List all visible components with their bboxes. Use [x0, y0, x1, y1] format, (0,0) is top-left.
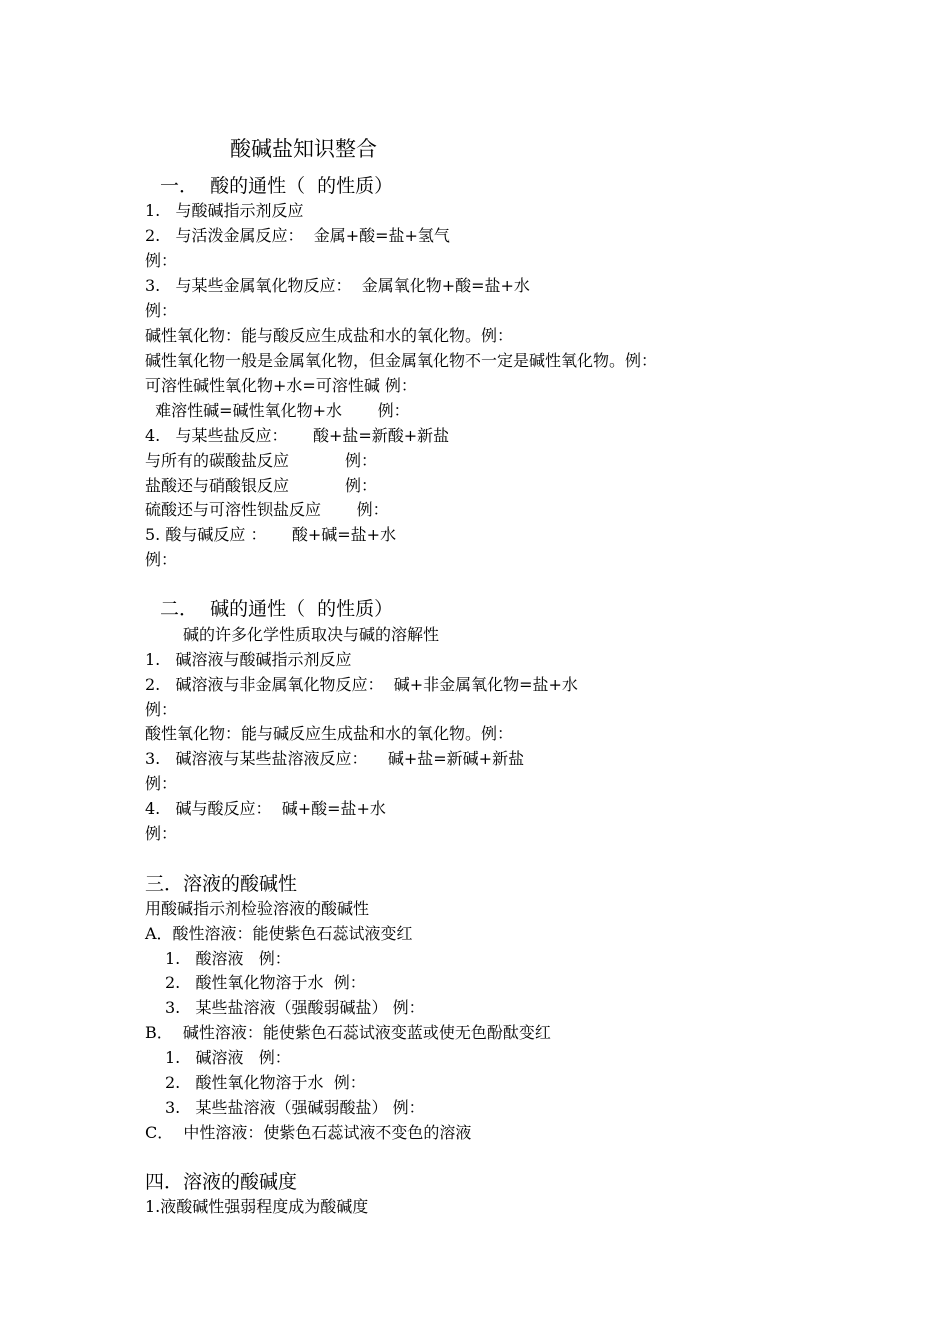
text-line: 酸性氧化物：能与碱反应生成盐和水的氧化物。例： [145, 724, 514, 743]
text-line: C． 中性溶液：使紫色石蕊试液不变色的溶液 [145, 1123, 472, 1142]
text-line: 例： [145, 774, 178, 793]
text-line: 3. 与某些金属氧化物反应： 金属氧化物+酸=盐+水 [145, 276, 530, 295]
text-line: 硫酸还与可溶性钡盐反应 例： [145, 500, 389, 519]
text-line: 例： [145, 824, 178, 843]
text-line: 盐酸还与硝酸银反应 例： [145, 476, 377, 495]
text-line: 4. 与某些盐反应： 酸+盐=新酸+新盐 [145, 426, 450, 445]
document-title: 酸碱盐知识整合 [230, 137, 377, 161]
list-item: 1. 碱溶液 例： [165, 1048, 291, 1067]
text-line: 1. 碱溶液与酸碱指示剂反应 [145, 650, 352, 669]
text-line: 2. 碱溶液与非金属氧化物反应： 碱+非金属氧化物=盐+水 [145, 675, 578, 694]
text-line: 用酸碱指示剂检验溶液的酸碱性 [145, 899, 370, 918]
list-item: 3. 某些盐溶液（强酸弱碱盐） 例： [165, 998, 425, 1017]
text-line: 碱的许多化学性质取决与碱的溶解性 [183, 625, 440, 644]
text-line: A．酸性溶液：能使紫色石蕊试液变红 [145, 924, 413, 943]
text-line: 5. 酸与碱反应 ： 酸+碱=盐+水 [145, 525, 397, 544]
section-heading-acid: 一． 酸的通性（ 的性质） [160, 175, 394, 197]
text-line: 1.液酸碱性强弱程度成为酸碱度 [145, 1197, 369, 1216]
text-line: 碱性氧化物：能与酸反应生成盐和水的氧化物。例： [145, 326, 514, 345]
text-line: B． 碱性溶液：能使紫色石蕊试液变蓝或使无色酚酞变红 [145, 1023, 551, 1042]
list-item: 2. 酸性氧化物溶于水 例： [165, 1073, 366, 1092]
section-heading-base: 二． 碱的通性（ 的性质） [160, 598, 394, 620]
section-heading-solution-acidity: 三．溶液的酸碱性 [145, 873, 298, 895]
text-line: 例： [145, 700, 178, 719]
text-line: 难溶性碱=碱性氧化物+水 例： [145, 401, 410, 420]
list-item: 3. 某些盐溶液（强碱弱酸盐） 例： [165, 1098, 425, 1117]
text-line: 与所有的碳酸盐反应 例： [145, 451, 377, 470]
text-line: 例： [145, 550, 178, 569]
text-line: 4. 碱与酸反应： 碱+酸=盐+水 [145, 799, 386, 818]
text-line: 3. 碱溶液与某些盐溶液反应： 碱+盐=新碱+新盐 [145, 749, 525, 768]
text-line: 2. 与活泼金属反应： 金属+酸=盐+氢气 [145, 226, 450, 245]
text-line: 可溶性碱性氧化物+水=可溶性碱 例： [145, 376, 417, 395]
section-heading-ph: 四．溶液的酸碱度 [145, 1171, 298, 1193]
text-line: 例： [145, 301, 178, 320]
list-item: 2. 酸性氧化物溶于水 例： [165, 973, 366, 992]
text-line: 例： [145, 251, 178, 270]
text-line: 1. 与酸碱指示剂反应 [145, 201, 304, 220]
text-line: 碱性氧化物一般是金属氧化物，但金属氧化物不一定是碱性氧化物。例： [145, 351, 658, 370]
list-item: 1. 酸溶液 例： [165, 949, 291, 968]
